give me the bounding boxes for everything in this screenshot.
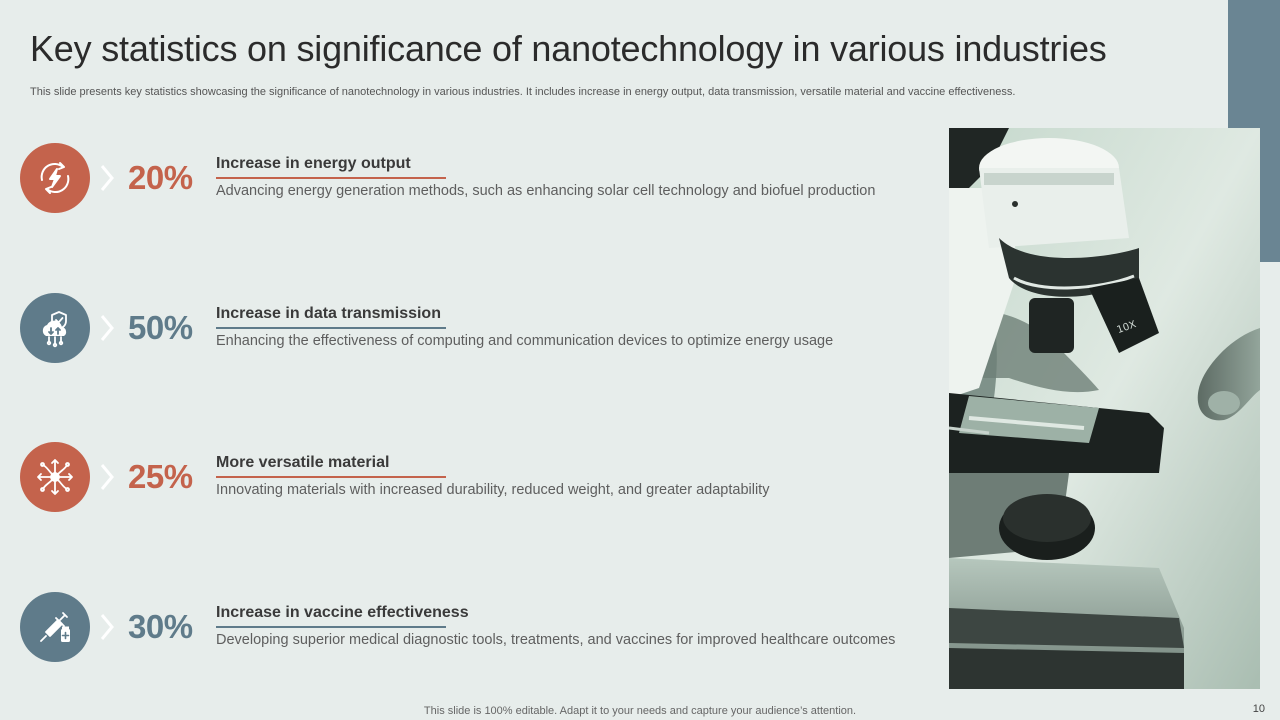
stat-description: Innovating materials with increased durability, reduced weight, and greater adaptability: [216, 482, 770, 498]
nano-molecule-icon: [33, 455, 77, 499]
stat-description: Enhancing the effectiveness of computing and communication devices to optimize energy usage: [216, 333, 834, 349]
energy-cycle-icon: [33, 156, 77, 200]
stat-versatile-material: [20, 442, 920, 514]
slide-subtitle: This slide presents key statistics showcasing the significance of nanotechnology in various industries. It includes increase in energy output, data transmission, versatile material and vaccine effectiveness.: [30, 86, 1016, 98]
stat-percent: 30%: [128, 608, 193, 645]
stat-data-transmission: [20, 293, 920, 365]
stat-heading: Increase in energy output: [216, 155, 411, 172]
page-number: 10: [1252, 703, 1265, 715]
stat-heading: More versatile material: [216, 454, 390, 471]
stat-heading: Increase in vaccine effectiveness: [216, 604, 469, 621]
chevron-right-icon: [100, 464, 114, 490]
stat-percent: 20%: [128, 159, 193, 196]
stat-icon-circle: [20, 442, 90, 512]
lens-label: 10X: [1115, 319, 1138, 337]
stat-underline: [216, 476, 446, 478]
stat-description: Advancing energy generation methods, such as enhancing solar cell technology and biofuel production: [216, 183, 876, 199]
slide-footer: This slide is 100% editable. Adapt it to your needs and capture your audience’s attention.: [423, 705, 857, 717]
stat-underline: [216, 327, 446, 329]
stat-vaccine-effectiveness: [20, 592, 920, 664]
stat-description: Developing superior medical diagnostic tools, treatments, and vaccines for improved healthcare outcomes: [216, 632, 896, 648]
cloud-shield-icon: [33, 306, 77, 350]
syringe-vial-icon: [33, 605, 77, 649]
chevron-right-icon: [100, 165, 114, 191]
stat-icon-circle: [20, 592, 90, 662]
chevron-right-icon: [100, 614, 114, 640]
stat-underline: [216, 177, 446, 179]
chevron-right-icon: [100, 315, 114, 341]
stat-icon-circle: [20, 143, 90, 213]
stat-percent: 50%: [128, 309, 193, 346]
microscope-illustration: [949, 128, 1260, 689]
stat-energy-output: [20, 143, 920, 215]
stat-heading: Increase in data transmission: [216, 305, 441, 322]
stat-underline: [216, 626, 446, 628]
microscope-photo: [949, 128, 1260, 689]
stat-icon-circle: [20, 293, 90, 363]
slide-title: Key statistics on significance of nanotechnology in various industries: [30, 28, 1107, 69]
stat-percent: 25%: [128, 458, 193, 495]
